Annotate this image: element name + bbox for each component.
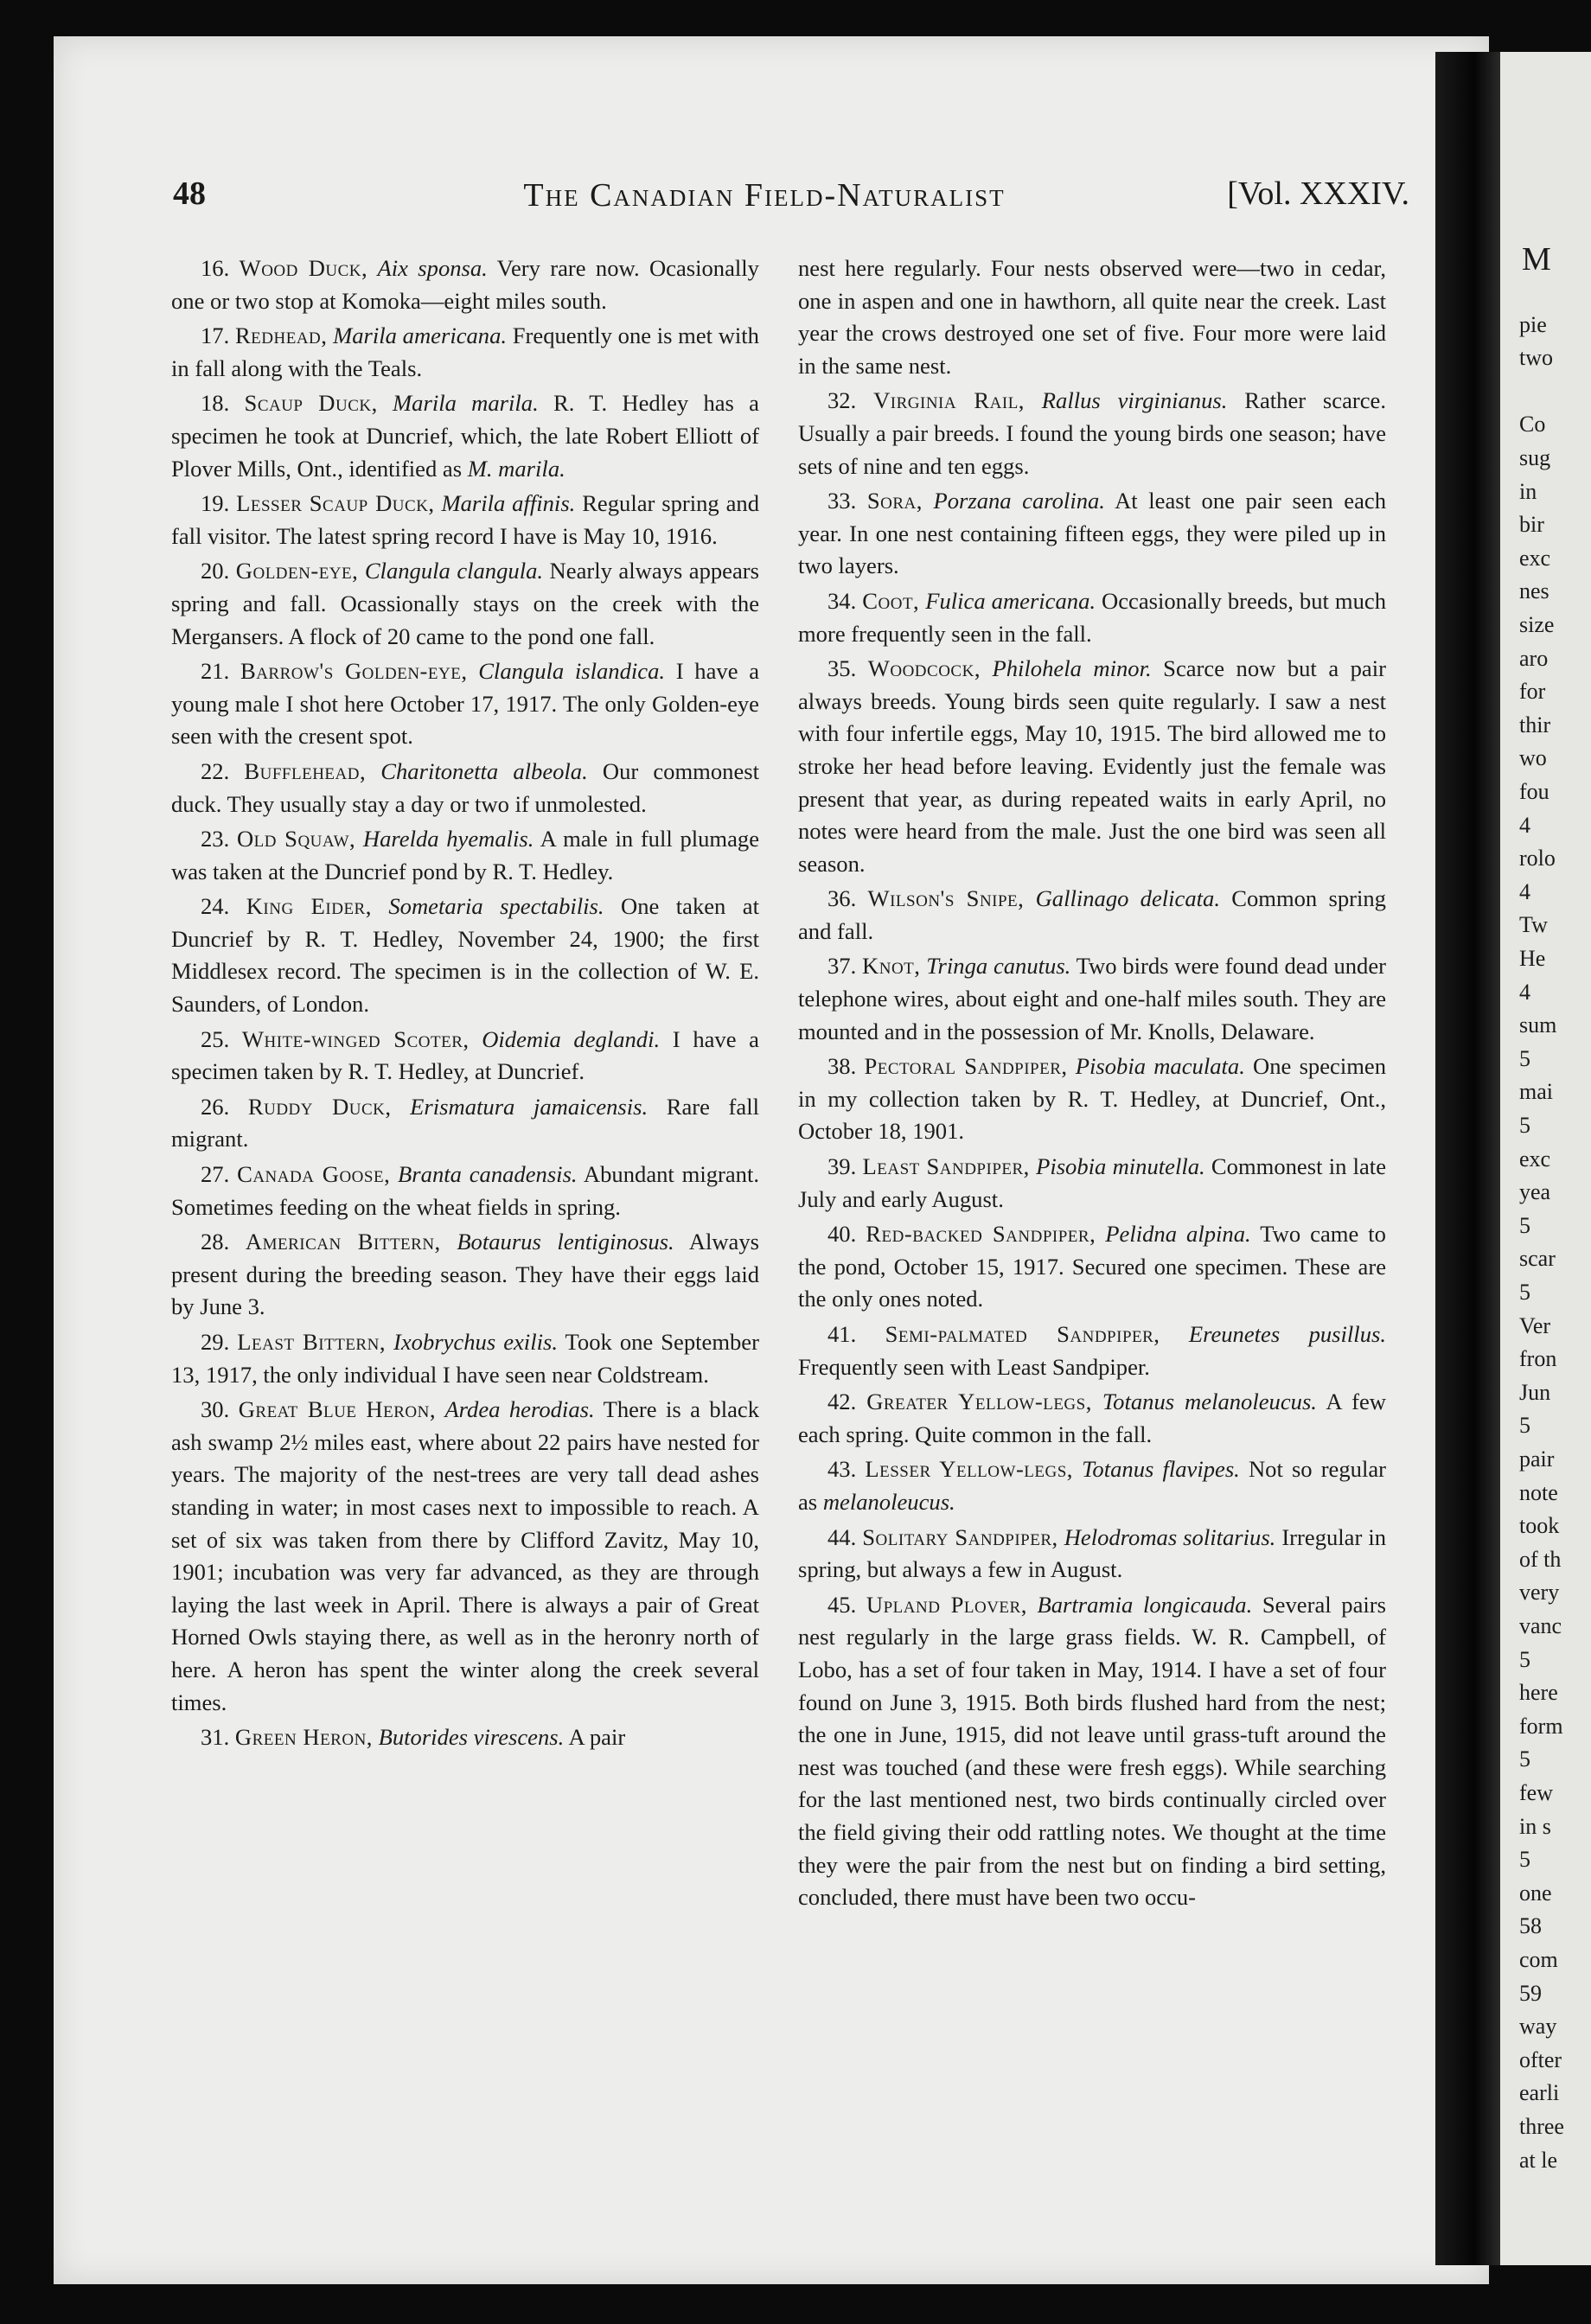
scientific-name: Pisobia maculata. — [1075, 1053, 1245, 1080]
entry-number: 27. — [201, 1161, 230, 1188]
common-name: Great Blue Heron, — [238, 1396, 436, 1423]
scientific-name: Erismatura jamaicensis. — [410, 1093, 649, 1120]
facing-page-fragment: two — [1519, 345, 1553, 371]
entry-text: Our commonest duck. They usually stay a day or two if unmolested. — [171, 757, 759, 817]
entry-text: Rather scarce. Usually a pair breeds. I found the young birds one season; have sets of nine and ten eggs. — [798, 387, 1386, 479]
common-name: Semi-palmated Sandpiper, — [885, 1321, 1160, 1347]
facing-page-fragment: 5 — [1519, 1847, 1530, 1873]
scientific-name: Marila americana. — [333, 322, 508, 349]
common-name: Greater Yellow-legs, — [866, 1389, 1092, 1415]
entry-text: Several pairs nest regularly in the large grass fields. W. R. Campbell, of Lobo, has a set of four taken in May, 1914. I have a set of four found on June 3, 1915. Both birds flushed hard from the nest; the one in June, 1915, did not leave until grass-tuft around the nest was touched (and these were fresh eggs). While searching for the last mentioned nest, two birds continually circled over the field giving their odd rattling notes. We thought at the time they were the pair from the nest but on finding a bird setting, concluded, there must have been two occu- — [798, 1591, 1386, 1911]
right-column — [798, 252, 1386, 1917]
common-name: Ruddy Duck, — [247, 1093, 392, 1120]
entry-number: 23. — [201, 826, 230, 852]
facing-page-fragment: mai — [1519, 1079, 1553, 1105]
entry-number: 19. — [201, 490, 230, 517]
facing-page-fragment: very — [1519, 1580, 1560, 1606]
species-entry — [171, 1091, 759, 1156]
entry-text: R. T. Hedley has a specimen he took at Duncrief, which, the late Robert Elliott of Plover Mills, Ont., identified as — [171, 390, 759, 482]
common-name: Wood Duck, — [239, 255, 368, 281]
common-name: Red-backed Sandpiper, — [866, 1221, 1096, 1248]
common-name: Redhead, — [234, 322, 328, 349]
entry-text: One taken at Duncrief by R. T. Hedley, November 24, 1900; the first Middlesex record. The specimen is in the collection of W. E. Saunders, of London. — [171, 893, 759, 1018]
entry-text: One specimen in my collection taken by R. T. Hedley, at Duncrief, Ont., October 18, 1901. — [798, 1053, 1386, 1145]
entry-number: 37. — [827, 953, 857, 980]
entry-text: Occasionally breeds, but much more frequently seen in the fall. — [798, 587, 1386, 647]
entry-number: 45. — [827, 1591, 857, 1618]
species-entry — [798, 252, 1386, 382]
scientific-name: Ixobrychus exilis. — [393, 1329, 558, 1355]
scientific-name: Ardea herodias. — [444, 1396, 595, 1423]
entry-number: 42. — [827, 1389, 857, 1415]
common-name: Least Bittern, — [237, 1329, 386, 1355]
species-entry — [171, 387, 759, 485]
entry-number: 16. — [201, 255, 230, 281]
species-entry — [798, 585, 1386, 650]
entry-number: 41. — [827, 1321, 857, 1347]
species-entry — [171, 555, 759, 653]
facing-page-fragment: com — [1519, 1947, 1558, 1972]
entry-text: Very rare now. Ocasionally one or two stop at Komoka—eight miles south. — [171, 255, 759, 314]
species-entry — [171, 756, 759, 820]
scientific-name: Philohela minor. — [992, 655, 1152, 682]
scientific-name: Rallus virginianus. — [1041, 387, 1228, 414]
facing-page-fragment: wo — [1519, 745, 1547, 771]
entry-text: Regular spring and fall visitor. The latest spring record I have is May 10, 1916. — [171, 490, 759, 549]
entry-number: 26. — [201, 1093, 230, 1120]
entry-number: 25. — [201, 1025, 230, 1052]
facing-page-fragment: Ver — [1519, 1312, 1551, 1338]
facing-page-fragment: 5 — [1519, 1413, 1530, 1439]
facing-page-fragment: 58 — [1519, 1913, 1542, 1939]
facing-page-fragment: sum — [1519, 1012, 1557, 1038]
scientific-name: Totanus melanoleucus. — [1102, 1389, 1317, 1415]
scientific-name: Aix sponsa. — [377, 255, 488, 281]
facing-page-fragment: 5 — [1519, 1212, 1530, 1238]
page-number: 48 — [173, 176, 206, 212]
entry-number: 18. — [201, 390, 230, 417]
scientific-name: Clangula clangula. — [364, 558, 544, 584]
species-entry — [171, 1024, 759, 1089]
facing-page-fragment: Jun — [1519, 1379, 1551, 1405]
species-entry — [798, 653, 1386, 880]
facing-page-header: M — [1522, 241, 1551, 278]
common-name: White-winged Scoter, — [241, 1025, 470, 1052]
facing-page-fragment: for — [1519, 679, 1546, 705]
entry-number: 28. — [201, 1229, 230, 1255]
entry-number: 24. — [201, 893, 230, 920]
species-entry — [798, 883, 1386, 948]
common-name: Upland Plover, — [866, 1591, 1027, 1618]
common-name: Golden-eye, — [235, 558, 359, 584]
facing-page-fragment: scar — [1519, 1246, 1556, 1272]
species-entry — [798, 1589, 1386, 1914]
species-entry — [798, 1453, 1386, 1518]
facing-page-fragment: 5 — [1519, 1746, 1530, 1772]
facing-page-fragment: form — [1519, 1713, 1563, 1739]
entry-text: I have a specimen taken by R. T. Hedley, at Duncrief. — [171, 1025, 759, 1085]
species-entry — [798, 485, 1386, 583]
entry-number: 44. — [827, 1523, 857, 1550]
common-name: Lesser Yellow-legs, — [865, 1456, 1073, 1483]
facing-page-fragment: Tw — [1519, 912, 1548, 938]
page-header — [119, 171, 1409, 223]
entry-number: 38. — [827, 1053, 857, 1080]
scientific-name: Sometaria spectabilis. — [388, 893, 604, 920]
common-name: American Bittern, — [245, 1229, 441, 1255]
entry-text: Always present during the breeding season. They have their eggs laid by June 3. — [171, 1229, 760, 1320]
entry-text: At least one pair seen each year. In one nest containing fifteen eggs, they were piled up in two layers. — [798, 488, 1386, 579]
entry-text: Scarce now but a pair always breeds. Young birds seen quite regularly. I saw a nest with four infertile eggs, May 10, 1915. The bird allowed me to stroke her head before leaving. Evidently just the female was present that year, as during repeated waits in early April, no notes were heard from the male. Just the one bird was seen all season. — [798, 655, 1386, 877]
common-name: Barrow's Golden-eye, — [240, 658, 468, 685]
facing-page-fragment: nes — [1519, 578, 1549, 604]
species-entry — [171, 1721, 759, 1754]
scientific-name: Harelda hyemalis. — [362, 826, 534, 852]
entry-number: 43. — [827, 1456, 857, 1483]
common-name: Old Squaw, — [236, 826, 356, 852]
entry-text: Commonest in late July and early August. — [798, 1153, 1387, 1212]
scientific-name: M. marila. — [467, 455, 565, 482]
scientific-name: Pisobia minutella. — [1036, 1153, 1205, 1180]
facing-page-fragment: earli — [1519, 2080, 1560, 2106]
entry-text: Not so regular as — [798, 1456, 1386, 1515]
facing-page-fragment: 5 — [1519, 1280, 1530, 1305]
journal-title: The Canadian Field-Naturalist — [523, 177, 1006, 214]
facing-page-fragment: aro — [1519, 645, 1549, 671]
common-name: Sora, — [866, 488, 923, 514]
scientific-name: Fulica americana. — [925, 587, 1096, 614]
common-name: Lesser Scaup Duck, — [236, 490, 435, 517]
entry-number: 30. — [201, 1396, 230, 1423]
scientific-name: Oidemia deglandi. — [482, 1025, 661, 1052]
facing-page-fragment: fou — [1519, 779, 1549, 804]
entry-text: Irregular in spring, but always a few in August. — [798, 1523, 1387, 1583]
facing-page-fragment: three — [1519, 2114, 1564, 2139]
entry-number: 20. — [201, 558, 230, 584]
facing-page-fragment: one — [1519, 1880, 1552, 1906]
scientific-name: Gallinago delicata. — [1035, 885, 1220, 912]
species-entry — [798, 950, 1386, 1048]
facing-page-fragment: of th — [1519, 1546, 1562, 1572]
facing-page-fragment: 4 — [1519, 878, 1530, 904]
common-name: Woodcock, — [867, 655, 981, 682]
scientific-name: Botaurus lentiginosus. — [457, 1229, 674, 1255]
entry-text: Frequently seen with Least Sandpiper. — [798, 1353, 1150, 1380]
species-entry — [171, 488, 759, 552]
facing-page-fragment: in s — [1519, 1813, 1551, 1839]
entry-number: 36. — [827, 885, 857, 912]
entry-text: Two came to the pond, October 15, 1917. Secured one specimen. These are the only ones noted. — [798, 1221, 1386, 1312]
facing-page-fragment: took — [1519, 1513, 1560, 1539]
volume-label: [Vol. XXXIV. — [1227, 176, 1409, 212]
species-entry — [171, 1226, 759, 1324]
species-entry — [798, 1218, 1386, 1316]
entry-text: Common spring and fall. — [798, 885, 1386, 944]
facing-page-fragment: 4 — [1519, 812, 1530, 838]
entry-text: Rare fall migrant. — [171, 1093, 759, 1152]
scientific-name: Butorides virescens. — [378, 1724, 565, 1751]
species-entry — [171, 823, 759, 888]
facing-page-fragment: fron — [1519, 1346, 1557, 1372]
species-entry — [171, 320, 759, 385]
common-name: Coot, — [862, 587, 920, 614]
facing-page — [1500, 52, 1591, 2265]
common-name: King Eider, — [246, 893, 372, 920]
common-name: Solitary Sandpiper, — [862, 1523, 1058, 1550]
entry-number: 35. — [827, 655, 857, 682]
facing-page-fragment: here — [1519, 1680, 1558, 1706]
facing-page-fragment: yea — [1519, 1179, 1551, 1205]
facing-page-fragment: way — [1519, 2014, 1557, 2040]
facing-page-fragment: Co — [1519, 412, 1546, 437]
facing-page-fragment: at le — [1519, 2147, 1558, 2173]
species-entry — [798, 1318, 1386, 1383]
entry-text: Nearly always appears spring and fall. Ocassionally stays on the creek with the Mergansers. A flock of 20 came to the pond one fall. — [171, 558, 759, 649]
common-name: Canada Goose, — [237, 1161, 391, 1188]
facing-page-fragment: note — [1519, 1479, 1558, 1505]
entry-text: There is a black ash swamp 2½ miles east, where about 22 pairs have nested for years. The majority of the nest-trees are very tall dead ashes standing in water; in most cases next to impossible to reach. A set of six was taken from there by Clifford Zavitz, May 10, 1901; incubation was very far advanced, as they are through laying the last week in April. There is always a pair of Great Horned Owls staying there, as well as in the heronry north of here. A heron has spent the winter along the creek several times. — [171, 1396, 759, 1715]
facing-page-fragment: sug — [1519, 445, 1551, 470]
species-entry — [798, 1386, 1386, 1451]
entry-number: 40. — [827, 1221, 857, 1248]
facing-page-fragment: thir — [1519, 712, 1551, 737]
species-entry — [171, 1326, 759, 1391]
scientific-name: Pelidna alpina. — [1105, 1221, 1251, 1248]
entry-text: I have a young male I shot here October 17, 1917. The only Golden-eye seen with the cresent spot. — [171, 658, 759, 750]
facing-page-fragment: 5 — [1519, 1113, 1530, 1138]
facing-page-fragment: bir — [1519, 512, 1544, 538]
species-entry — [798, 1151, 1386, 1216]
scientific-name: Ereunetes pusillus. — [1188, 1321, 1386, 1347]
scientific-name: Charitonetta albeola. — [380, 757, 588, 784]
scientific-name: Clangula islandica. — [478, 658, 666, 685]
entry-number: 32. — [827, 387, 857, 414]
entry-text: Abundant migrant. Sometimes feeding on the wheat fields in spring. — [171, 1161, 759, 1220]
scientific-name: Marila marila. — [393, 390, 539, 417]
common-name: Virginia Rail, — [873, 387, 1025, 414]
common-name: Wilson's Snipe, — [867, 885, 1025, 912]
common-name: Pectoral Sandpiper, — [864, 1053, 1068, 1080]
facing-page-fragment: few — [1519, 1780, 1553, 1805]
facing-page-fragment: pair — [1519, 1446, 1555, 1472]
scientific-name: Totanus flavipes. — [1082, 1456, 1240, 1483]
facing-page-fragment: 59 — [1519, 1980, 1542, 2006]
species-entry — [171, 891, 759, 1020]
scientific-name: Helodromas solitarius. — [1064, 1523, 1276, 1550]
facing-page-fragment: ofter — [1519, 2046, 1562, 2072]
common-name: Bufflehead, — [244, 757, 367, 784]
entry-text: A few each spring. Quite common in the fall. — [798, 1389, 1386, 1447]
facing-page-fragment: He — [1519, 946, 1546, 971]
scientific-name: Marila affinis. — [441, 490, 576, 517]
entry-number: 34. — [827, 587, 857, 614]
common-name: Least Sandpiper, — [862, 1153, 1030, 1180]
common-name: Scaup Duck, — [244, 390, 378, 417]
species-entry — [171, 1394, 759, 1719]
scientific-name: Tringa canutus. — [926, 953, 1071, 980]
entry-text: A pair — [564, 1724, 626, 1751]
entry-text: Frequently one is met with in fall along with the Teals. — [171, 322, 759, 381]
scientific-name: melanoleucus. — [822, 1488, 955, 1515]
species-entry — [798, 1050, 1386, 1148]
entry-text: Took one September 13, 1917, the only individual I have seen near Coldstream. — [171, 1329, 759, 1388]
species-entry — [171, 252, 759, 317]
entry-number: 17. — [201, 322, 230, 349]
entry-number: 31. — [201, 1724, 230, 1751]
entry-text: Two birds were found dead under telephone wires, about eight and one-half miles south. They are mounted and in the possession of Mr. Knolls, Delaware. — [798, 953, 1387, 1044]
facing-page-fragment: 5 — [1519, 1045, 1530, 1071]
species-entry — [171, 1159, 759, 1223]
entry-number: 39. — [827, 1153, 857, 1180]
facing-page-fragment: size — [1519, 612, 1555, 637]
common-name: Knot, — [862, 953, 921, 980]
entry-number: 22. — [201, 757, 230, 784]
left-column — [171, 252, 759, 1757]
facing-page-fragment: 4 — [1519, 979, 1530, 1005]
facing-page-fragment: pie — [1519, 311, 1547, 337]
book-gutter — [1435, 52, 1500, 2265]
facing-page-fragment: exc — [1519, 1146, 1551, 1172]
facing-page-fragment: exc — [1519, 545, 1551, 571]
facing-page-fragment: rolo — [1519, 846, 1556, 872]
entry-number: 29. — [201, 1329, 230, 1355]
scientific-name: Branta canadensis. — [398, 1161, 578, 1188]
species-entry — [171, 655, 759, 753]
facing-page-fragment: 5 — [1519, 1646, 1530, 1672]
species-entry — [798, 385, 1386, 482]
entry-number: 21. — [201, 658, 230, 685]
entry-text: nest here regularly. Four nests observed were—two in cedar, one in aspen and one in hawthorn, all quite near the creek. Last year the crows destroyed one set of five. Four more were laid in the same nest. — [798, 255, 1386, 379]
entry-number: 33. — [827, 488, 857, 514]
facing-page-fragment: in — [1519, 478, 1537, 504]
entry-text: A male in full plumage was taken at the Duncrief pond by R. T. Hedley. — [171, 826, 760, 884]
facing-page-fragment: vanc — [1519, 1613, 1562, 1638]
scientific-name: Porzana carolina. — [933, 488, 1105, 514]
species-entry — [798, 1522, 1386, 1587]
scientific-name: Bartramia longicauda. — [1037, 1591, 1253, 1618]
common-name: Green Heron, — [234, 1724, 373, 1751]
